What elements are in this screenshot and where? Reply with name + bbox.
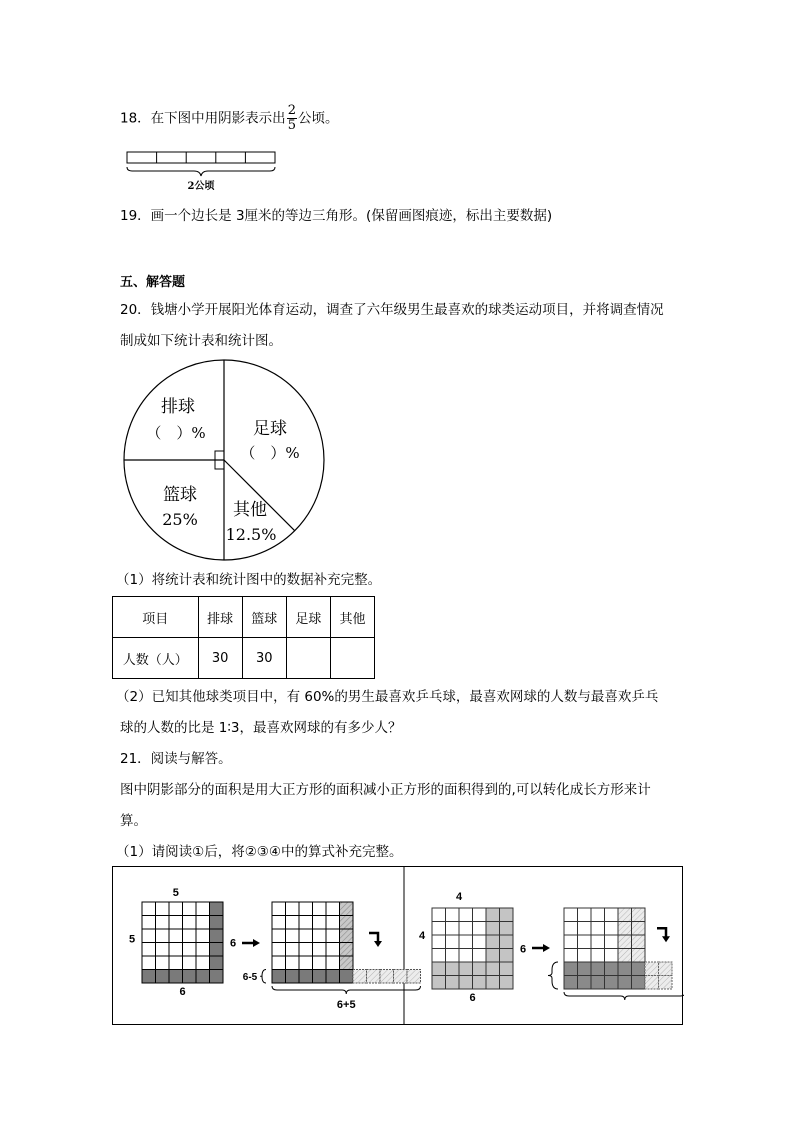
grid-cell [446,949,460,963]
grid-cell-shaded [500,922,514,936]
grid-cell-shaded [605,976,619,990]
q20-sub2-line2: 球的人数的比是 1∶3，最喜欢网球的有多少人？ [120,720,402,736]
grid-cell [183,956,197,970]
grid-cell-shaded [210,902,224,916]
grid-cell [591,935,605,949]
grid-cell-shaded [632,922,646,936]
grid-cell-shaded [500,976,514,990]
q18-bar-figure [124,148,280,194]
q21-title: 21．阅读与解答。 [120,751,232,767]
grid-cell [299,902,313,916]
grid-cell-shaded [618,922,632,936]
pie-label-basketball: 篮球 [163,485,197,505]
grid-cell [183,929,197,943]
table-cell: 30 [198,638,242,679]
grid-cell [142,902,156,916]
grid-cell [473,908,487,922]
pie-label-volleyball: 排球 [161,397,195,417]
grid-cell-shaded [564,976,578,990]
grid-cell [299,943,313,957]
q18-fraction [287,104,297,133]
fig2-left-label: 4 [418,930,426,942]
grid-cell-shaded [286,970,300,984]
grid-cell [564,922,578,936]
grid-cell [313,929,327,943]
grid-cell [591,922,605,936]
q20-pie-chart [118,355,333,565]
q21-figure-box [112,866,684,1026]
grid-cell-shaded [618,935,632,949]
table-row [113,638,375,679]
grid-cell-shaded [486,922,500,936]
grid-cell [156,956,170,970]
grid-cell-shaded [432,962,446,976]
grid-cell-shaded [618,949,632,963]
q18-brace [127,167,275,176]
grid-cell [446,922,460,936]
grid-cell-shaded [169,970,183,984]
pie-value-football: （ ）% [240,444,300,462]
fig2-right-label: 6 [519,943,527,956]
grid-cell [578,922,592,936]
grid-cell [313,943,327,957]
q18-bar [127,152,275,163]
grid-cell-shaded [459,962,473,976]
grid-cell [299,916,313,930]
grid-cell [591,908,605,922]
grid-cell [196,902,210,916]
grid-cell [169,929,183,943]
grid-cell [459,908,473,922]
table-header-cell: 项目 [113,597,199,638]
grid-cell-shaded [183,970,197,984]
q18-text [120,104,338,133]
grid-cell-shaded [618,908,632,922]
grid-cell [286,956,300,970]
grid-cell [169,956,183,970]
q21-line2: 算。 [120,813,147,829]
grid-cell-moved [645,962,659,976]
table-header-cell: 篮球 [242,597,286,638]
grid-cell-shaded [142,970,156,984]
grid-cell [432,949,446,963]
table-cell-blank[interactable] [286,638,330,679]
grid-cell-shaded [500,908,514,922]
grid-cell-moved [645,976,659,990]
grid-cell [313,902,327,916]
grid-cell-shaded [340,956,354,970]
grid-cell [196,929,210,943]
grid-cell-shaded [632,976,646,990]
fig1-bottom-label: 6 [179,986,186,998]
fig1-diff-label: 6-5 [242,972,258,983]
table-header-cell: 其他 [330,597,374,638]
grid-cell-shaded [340,970,354,984]
grid-cell-shaded [432,976,446,990]
grid-cell-shaded [156,970,170,984]
grid-cell-moved [659,976,673,990]
grid-cell-moved [394,970,408,984]
grid-cell [196,943,210,957]
pie-value-other: 12.5% [225,525,277,544]
grid-cell-shaded [326,970,340,984]
grid-cell-moved [380,970,394,984]
grid-cell [169,943,183,957]
grid-cell [605,922,619,936]
grid-cell [286,916,300,930]
grid-cell [299,956,313,970]
grid-cell-shaded [340,929,354,943]
q21-sub1: （1）请阅读①后，将②③④中的算式补充完整。 [116,844,403,860]
grid-cell-shaded [210,970,224,984]
grid-cell [326,929,340,943]
section-title: 五、解答题 [120,275,186,290]
grid-cell [473,922,487,936]
q21-line1: 图中阴影部分的面积是用大正方形的面积减小正方形的面积得到的,可以转化成长方形来计 [120,782,651,798]
grid-cell [299,929,313,943]
grid-cell [313,916,327,930]
grid-cell-shaded [473,976,487,990]
grid-cell [156,902,170,916]
grid-cell [578,935,592,949]
grid-cell-shaded [632,949,646,963]
grid-cell [326,956,340,970]
q18-frac-den: 5 [287,118,296,133]
grid-cell [432,935,446,949]
grid-cell-shaded [578,962,592,976]
grid-cell-shaded [632,935,646,949]
grid-cell [196,956,210,970]
grid-cell [272,916,286,930]
grid-cell-shaded [446,962,460,976]
grid-cell-moved [353,970,367,984]
grid-cell [326,916,340,930]
grid-cell [459,922,473,936]
grid-cell [459,949,473,963]
grid-cell [564,949,578,963]
grid-cell-shaded [459,976,473,990]
grid-cell-shaded [210,943,224,957]
grid-cell [473,949,487,963]
grid-cell-shaded [340,943,354,957]
grid-cell [169,902,183,916]
grid-cell [272,943,286,957]
grid-cell-shaded [210,916,224,930]
pie-value-volleyball: （ ）% [146,424,206,442]
grid-cell-shaded [486,935,500,949]
fig1-left-label: 5 [128,933,136,946]
grid-cell-shaded [486,976,500,990]
table-header-cell: 排球 [198,597,242,638]
grid-cell-shaded [446,976,460,990]
grid-cell [605,908,619,922]
grid-cell-moved [367,970,381,984]
fig2-top-label: 4 [455,891,463,903]
grid-cell [432,908,446,922]
grid-cell-shaded [500,962,514,976]
grid-cell-shaded [340,916,354,930]
grid-cell [459,935,473,949]
grid-cell [183,943,197,957]
grid-cell-shaded [632,908,646,922]
table-header-cell: 足球 [286,597,330,638]
grid-cell [326,943,340,957]
grid-cell-moved [407,970,421,984]
grid-cell [156,929,170,943]
grid-cell-shaded [500,935,514,949]
pie-label-football: 足球 [253,419,287,439]
grid-cell [578,908,592,922]
grid-cell-shaded [591,976,605,990]
grid-cell [142,956,156,970]
q20-line1: 20．钱塘小学开展阳光体育运动，调查了六年级男生最喜欢的球类运动项目，并将调查情况 [120,302,664,318]
grid-cell-shaded [486,949,500,963]
grid-cell [286,902,300,916]
q18-text-before: 18．在下图中用阴影表示出 [120,110,286,127]
q18-bar-label: 2公顷 [187,181,215,192]
grid-cell [605,949,619,963]
grid-cell [326,902,340,916]
grid-cell-shaded [473,962,487,976]
q20-sub2-line1: （2）已知其他球类项目中，有 60%的男生最喜欢乒乓球，最喜欢网球的人数与最喜欢乒乓 [116,689,659,705]
table-cell-blank[interactable] [330,638,374,679]
q20-stat-table [112,596,375,679]
table-cell: 30 [242,638,286,679]
grid-cell-shaded [272,970,286,984]
grid-cell-shaded [578,976,592,990]
grid-cell [142,943,156,957]
grid-cell-shaded [500,949,514,963]
grid-cell [564,935,578,949]
grid-cell [446,935,460,949]
fig1-sum-label: 6+5 [336,999,356,1011]
grid-cell-shaded [486,962,500,976]
grid-cell [156,916,170,930]
q20-line2: 制成如下统计表和统计图。 [120,333,282,349]
grid-cell-moved [659,962,673,976]
grid-cell [183,916,197,930]
grid-cell [196,916,210,930]
grid-cell-shaded [313,970,327,984]
grid-cell [286,943,300,957]
grid-cell [272,956,286,970]
grid-cell [183,902,197,916]
fig1-right-label: 6 [229,937,237,950]
pie-value-basketball: 25% [162,510,198,529]
grid-cell [578,949,592,963]
q19-text: 19．画一个边长是 3厘米的等边三角形。(保留画图痕迹，标出主要数据) [120,208,553,224]
grid-cell [473,935,487,949]
grid-cell [605,935,619,949]
grid-cell [446,908,460,922]
grid-cell [272,902,286,916]
grid-cell-shaded [618,962,632,976]
grid-cell [564,908,578,922]
grid-cell-shaded [564,962,578,976]
grid-cell-shaded [299,970,313,984]
q20-sub1: （1）将统计表和统计图中的数据补充完整。 [116,572,382,588]
fig2-bottom-label: 6 [469,992,476,1004]
table-header-row [113,597,375,638]
grid-cell-shaded [196,970,210,984]
grid-cell [432,922,446,936]
grid-cell [286,929,300,943]
grid-cell [142,929,156,943]
grid-cell-shaded [618,976,632,990]
grid-cell [591,949,605,963]
grid-cell-shaded [210,929,224,943]
table-row-label: 人数（人） [113,638,199,679]
grid-cell-shaded [486,908,500,922]
grid-cell [313,956,327,970]
q18-text-after: 公顷。 [297,110,339,127]
grid-cell-shaded [591,962,605,976]
q18-frac-num: 2 [287,103,296,118]
grid-cell [169,916,183,930]
grid-cell [142,916,156,930]
pie-label-other: 其他 [233,500,267,520]
grid-cell-shaded [605,962,619,976]
grid-cell-shaded [340,902,354,916]
grid-cell [156,943,170,957]
fig1-top-label: 5 [172,887,179,899]
grid-cell-shaded [210,956,224,970]
grid-cell [272,929,286,943]
grid-cell-shaded [632,962,646,976]
